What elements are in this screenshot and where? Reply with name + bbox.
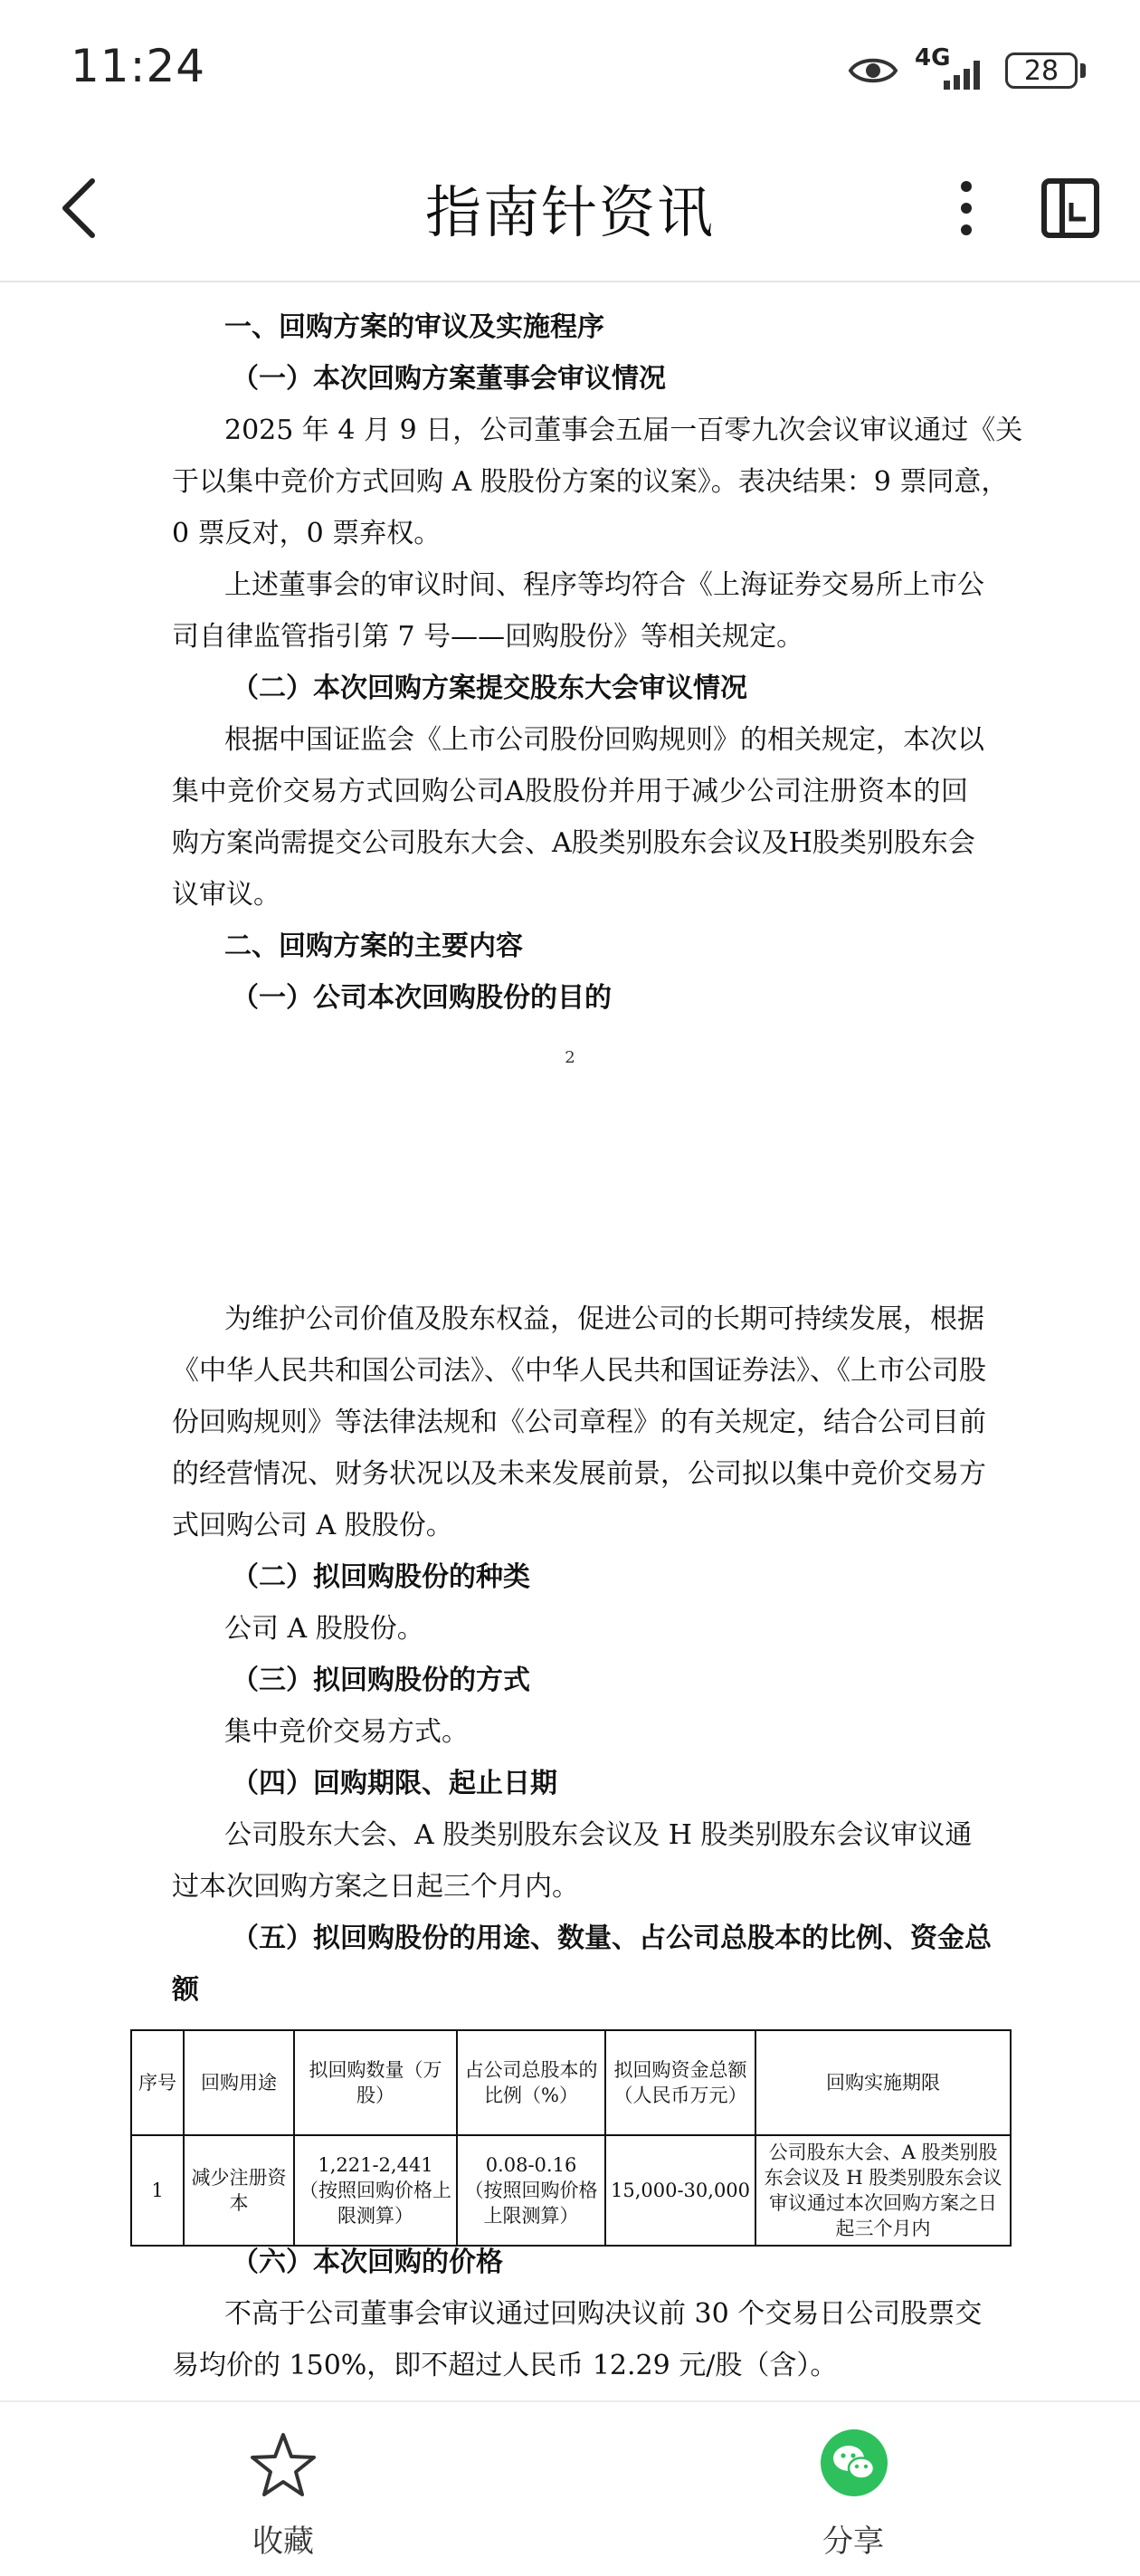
bottom-action-bar: [0, 2400, 1140, 2576]
table-cell-amount: 15,000-30,000: [605, 2135, 755, 2246]
table-cell-ratio: [457, 2135, 605, 2246]
table-header-cell: 回购用途: [184, 2030, 294, 2135]
status-time: 11:24: [71, 40, 206, 92]
paragraph-line: 的经营情况、财务状况以及未来发展前景，公司拟以集中竞价交易方: [172, 1458, 986, 1490]
battery-icon: [1005, 52, 1078, 89]
paragraph-line: 《中华人民共和国公司法》、《中华人民共和国证券法》、《上市公司股: [172, 1355, 986, 1387]
subsection-heading: （三）拟回购股份的方式: [232, 1665, 530, 1696]
article-content: [0, 282, 1140, 2400]
share-label: 分享: [822, 2524, 884, 2560]
paragraph-line: 为维护公司价值及股东权益，促进公司的长期可持续发展，根据: [224, 1303, 984, 1335]
section-heading: 一、回购方案的审议及实施程序: [224, 311, 604, 343]
table-cell-no: 1: [131, 2135, 184, 2246]
share-button[interactable]: [763, 2429, 944, 2565]
table-header-cell: 拟回购资金总额（人民币万元）: [605, 2030, 755, 2135]
subsection-heading: （五）拟回购股份的用途、数量、占公司总股本的比例、资金总: [232, 1922, 992, 1954]
paragraph-line: 公司股东大会、A 股类别股东会议及 H 股类别股东会议审议通: [224, 1819, 973, 1851]
subsection-heading: 额: [172, 1974, 199, 2006]
paragraph-line: 集中竞价交易方式回购公司A股股份并用于减少公司注册资本的回: [172, 776, 968, 807]
quantity-value: 1,221-2,441: [318, 2154, 433, 2176]
quantity-note: （按照回购价格上限测算）: [299, 2180, 451, 2227]
page-title: 指南针资讯: [424, 179, 715, 245]
wechat-icon: [821, 2429, 888, 2496]
paragraph-line: 于以集中竞价方式回购 A 股股份方案的议案》。表决结果：9 票同意，: [172, 466, 1009, 498]
repurchase-table: [130, 2029, 1012, 2247]
ratio-note: （按照回购价格上限测算）: [464, 2180, 598, 2227]
table-header-cell: 回购实施期限: [755, 2030, 1011, 2135]
subsection-heading: （四）回购期限、起止日期: [232, 1768, 557, 1799]
table-header-cell: 占公司总股本的比例（%）: [457, 2030, 605, 2135]
paragraph-line: 议审议。: [172, 879, 280, 911]
favorite-button[interactable]: [193, 2429, 374, 2565]
subsection-heading: （六）本次回购的价格: [232, 2247, 503, 2278]
ratio-value: 0.08-0.16: [485, 2154, 577, 2176]
paragraph-line: 不高于公司董事会审议通过回购决议前 30 个交易日公司股票交: [224, 2298, 983, 2330]
table-cell-period: 公司股东大会、A 股类别股东会议及 H 股类别股东会议审议通过本次回购方案之日起三个月内: [755, 2135, 1011, 2246]
page-number: 2: [565, 1048, 575, 1067]
status-bar: [0, 0, 1140, 136]
network-type: 4G: [915, 44, 951, 72]
subsection-heading: （二）拟回购股份的种类: [232, 1561, 530, 1593]
network-indicator: [915, 44, 987, 93]
table-cell-quantity: [294, 2135, 457, 2246]
favorite-label: 收藏: [252, 2524, 314, 2560]
star-icon: [249, 2431, 318, 2500]
table-cell-purpose: 减少注册资本: [184, 2135, 294, 2246]
paragraph-line: 上述董事会的审议时间、程序等均符合《上海证券交易所上市公: [224, 569, 984, 601]
reader-mode-icon[interactable]: [1039, 170, 1102, 243]
paragraph-line: 易均价的 150%，即不超过人民币 12.29 元/股（含）。: [172, 2350, 838, 2381]
paragraph-line: 购方案尚需提交公司股东大会、A股类别股东会议及H股类别股东会: [172, 827, 975, 859]
signal-icon: [942, 55, 987, 91]
section-heading: 二、回购方案的主要内容: [224, 930, 523, 962]
subsection-heading: （二）本次回购方案提交股东大会审议情况: [232, 673, 747, 704]
paragraph-line: 2025 年 4 月 9 日，公司董事会五届一百零九次会议审议通过《关: [224, 415, 1023, 446]
paragraph-line: 份回购规则》等法律法规和《公司章程》的有关规定，结合公司目前: [172, 1407, 986, 1438]
paragraph-line: 公司 A 股股份。: [224, 1613, 424, 1645]
paragraph-line: 0 票反对，0 票弃权。: [172, 518, 442, 549]
table-header-cell: 序号: [131, 2030, 184, 2135]
subsection-heading: （一）本次回购方案董事会审议情况: [232, 363, 666, 395]
more-vertical-icon[interactable]: [948, 172, 984, 244]
table-header-cell: 拟回购数量（万股）: [294, 2030, 457, 2135]
status-icons: [848, 43, 1086, 98]
paragraph-line: 根据中国证监会《上市公司股份回购规则》的相关规定，本次以: [224, 724, 984, 756]
paragraph-line: 司自律监管指引第 7 号——回购股份》等相关规定。: [172, 621, 804, 653]
table-header-row: [131, 2030, 1011, 2135]
paragraph-line: 式回购公司 A 股股份。: [172, 1510, 453, 1541]
app-header: [0, 136, 1140, 282]
paragraph-line: 集中竞价交易方式。: [224, 1716, 469, 1748]
battery-tip: [1080, 63, 1086, 78]
battery-level: 28: [1023, 54, 1059, 87]
paragraph-line: 过本次回购方案之日起三个月内。: [172, 1871, 579, 1903]
eye-icon: [848, 52, 898, 89]
subsection-heading: （一）公司本次回购股份的目的: [232, 982, 612, 1014]
table-row: [131, 2135, 1011, 2246]
